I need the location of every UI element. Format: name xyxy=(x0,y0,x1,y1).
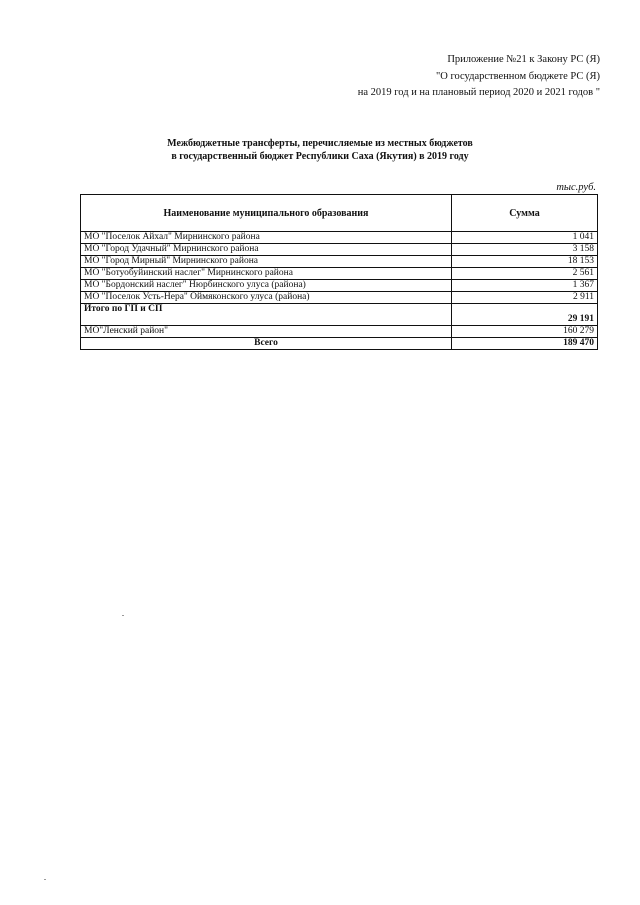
row-value: 2 911 xyxy=(452,292,598,304)
appendix-header xyxy=(358,52,600,102)
table-row xyxy=(81,244,598,256)
subtotal-row xyxy=(81,304,598,326)
total-row xyxy=(81,338,598,350)
table-row xyxy=(81,326,598,338)
transfers-table xyxy=(80,194,598,350)
column-header-name: Наименование муниципального образования xyxy=(81,195,452,232)
row-name: МО "Поселок Айхал" Мирнинского района xyxy=(81,232,452,244)
row-value: 1 367 xyxy=(452,280,598,292)
row-value: 1 041 xyxy=(452,232,598,244)
row-name: МО "Ботуобуйинский наслег" Мирнинского района xyxy=(81,268,452,280)
row-name: МО "Бордонский наслег" Нюрбинского улуса (района) xyxy=(81,280,452,292)
appendix-line-1: Приложение №21 к Закону РС (Я) xyxy=(447,54,600,65)
scan-speck xyxy=(44,879,46,880)
total-value: 189 470 xyxy=(452,338,598,350)
row-value: 18 153 xyxy=(452,256,598,268)
table-row xyxy=(81,268,598,280)
row-value: 2 561 xyxy=(452,268,598,280)
row-name: МО"Ленский район" xyxy=(81,326,452,338)
scan-speck xyxy=(122,615,124,616)
column-header-sum: Сумма xyxy=(452,195,598,232)
table-row xyxy=(81,280,598,292)
row-value: 3 158 xyxy=(452,244,598,256)
total-label: Всего xyxy=(81,338,452,350)
title-line-1: Межбюджетные трансферты, перечисляемые из местных бюджетов xyxy=(167,138,473,149)
row-name: МО "Город Мирный" Мирнинского района xyxy=(81,256,452,268)
row-value: 160 279 xyxy=(452,326,598,338)
title-line-2: в государственный бюджет Республики Саха (Якутия) в 2019 году xyxy=(171,150,469,162)
table-row xyxy=(81,292,598,304)
row-name: МО "Поселок Усть-Нера" Оймяконского улуса (района) xyxy=(81,292,452,304)
row-name: МО "Город Удачный" Мирнинского района xyxy=(81,244,452,256)
subtotal-label: Итого по ГП и СП xyxy=(81,304,452,326)
table-row xyxy=(81,256,598,268)
subtotal-value: 29 191 xyxy=(452,304,598,326)
table-header-row xyxy=(81,195,598,232)
appendix-line-2: "О государственном бюджете РС (Я) xyxy=(435,70,600,82)
unit-label: тыс.руб. xyxy=(556,182,596,193)
appendix-line-3: на 2019 год и на плановый период 2020 и 2021 годов " xyxy=(357,87,600,98)
table-row xyxy=(81,232,598,244)
document-title xyxy=(0,138,640,163)
